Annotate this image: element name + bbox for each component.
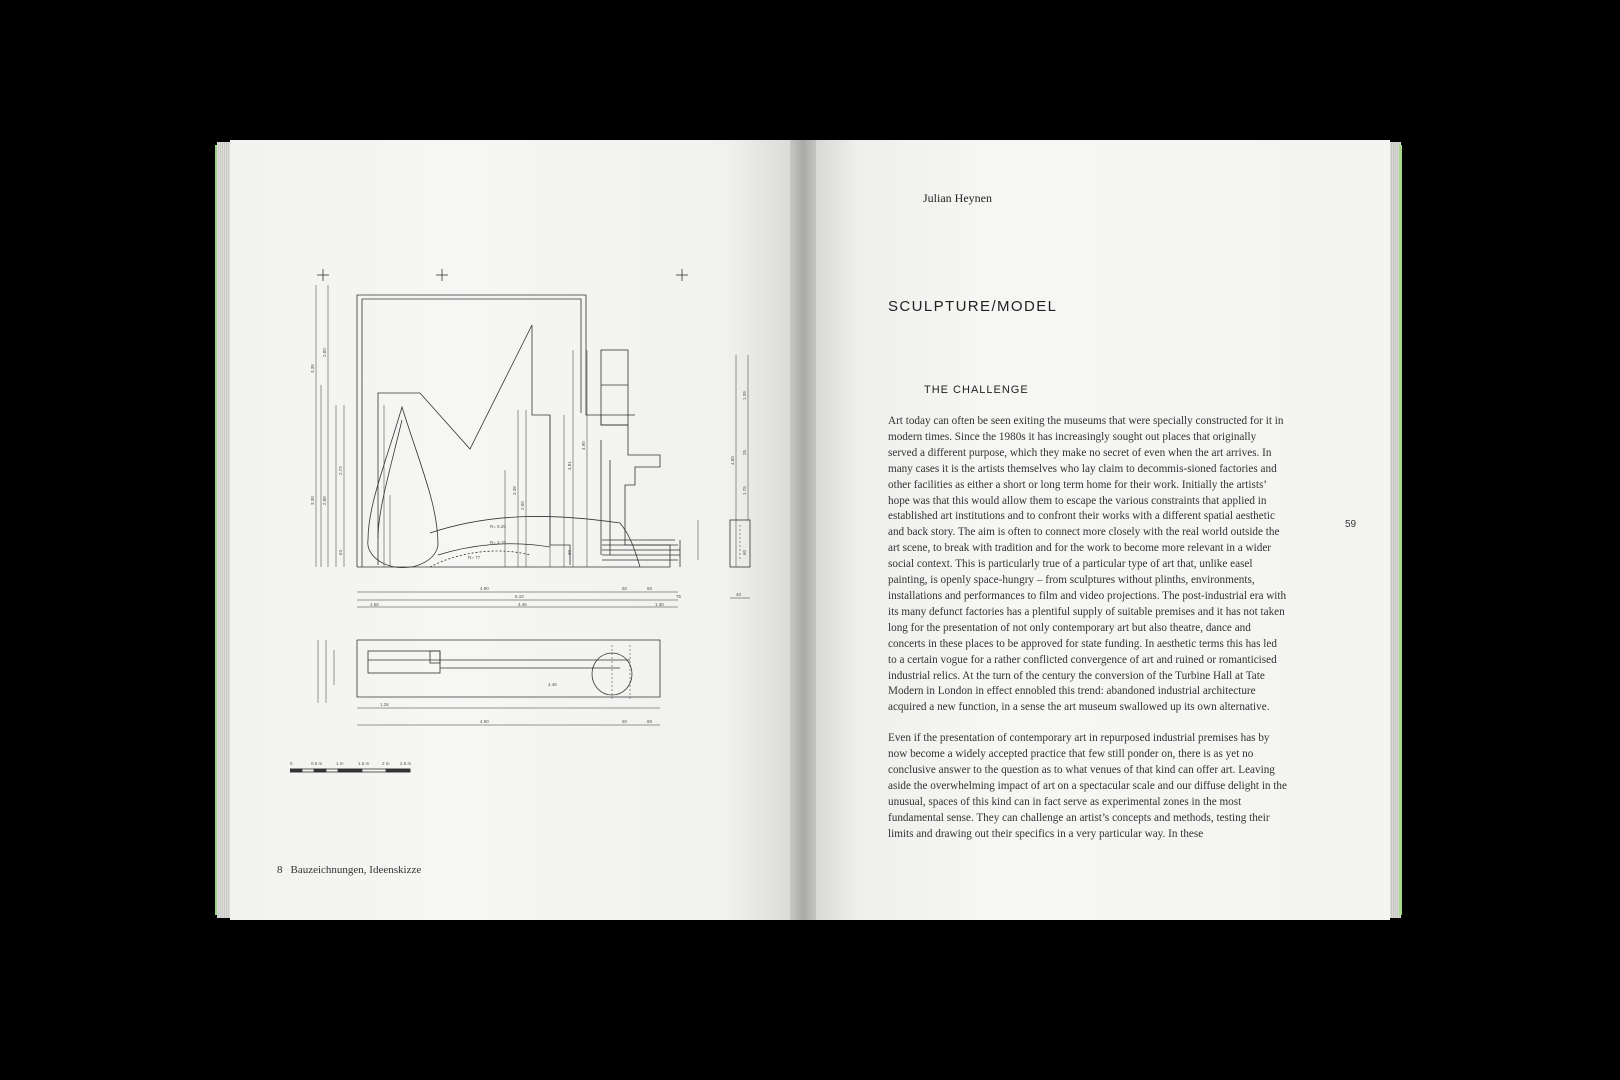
dim-label: 2.80 [322, 348, 327, 357]
tower [601, 350, 628, 425]
dim-label: 4.60 [730, 456, 735, 465]
paragraph: Art today can often be seen exiting the museums that were specially constructed for it in modern times. Since the 1980s it has increasingly sought out places that originally served a different purpose, which they make no secret of even when the art arrives. In many cases it is the artists themselves who lay claim to decommis-sioned factories and other facilities as either a short or long term home for their work. Initially the artists’ hope was that this would allow them to escape the various constraints that applied in established art institutions and to confront their works with a different spatial aesthetic and back story. The aim is often to connect more closely with the real world outside the art scene, to break with tradition and for the work to become more relevant in a wider social context. This is particularly true of a particular type of art that, unlike easel painting, is openly space-hungry – from sculptures without plinths, environments, installations and performances to film and video projections. The post-industrial era with its many defunct factories has a plentiful supply of suitable premises and it has not taken long for the presentation of not only contemporary art but also theatre, dance and concerts in these places to be approved for state funding. In aesthetic terms this has led to a certain vogue for a rather conflicted convergence of art and ruined or romanticised industrial relics. At the turn of the century the conversion of the Turbine Hall at Tate Modern in London in effect ennobled this trend: abandoned industrial architecture acquired a new function, in a sense the art museum swallowed up its own alternative. [888, 415, 1287, 714]
dim-label: 4.90 [581, 441, 586, 450]
dim-label: 4.90 [480, 719, 489, 724]
stair-block [602, 540, 680, 567]
dim-label: 2.88 [322, 496, 327, 505]
left-page-number: 8 [277, 864, 283, 876]
dim-label: 25 [742, 449, 747, 455]
scale-label: 0 [290, 761, 293, 766]
paragraph: Even if the presentation of contemporary art in repurposed industrial premises has by now become a widely accepted practice that few still ponder on, there is as yet no conclusive answer to the question as to what venues of that kind can offer art. Leaving aside the overwhelming impact of art on a spectacular scale and our diffuse delight in the unusual, spaces of this kind can in fact serve as experimental zones in the most fundamental sense. They can challenge an artist’s concepts and methods, testing their limits and drawing out their specifics in a very particular way. In these [888, 732, 1287, 840]
dim-label: 3.38 [310, 496, 315, 505]
dim-label: 4.80 [480, 586, 489, 591]
curved-band [430, 516, 640, 567]
article-title: SCULPTURE/MODEL [888, 298, 1058, 315]
dim-label: 1.39 [742, 391, 747, 400]
registration-mark [317, 269, 329, 281]
radius-label: R= 77 [468, 555, 481, 560]
dim-label: 2.88 [520, 501, 525, 510]
scale-label: 1 m [336, 761, 344, 766]
side-elevation [730, 520, 750, 567]
registration-mark [436, 269, 448, 281]
dim-label: 60 [647, 719, 653, 724]
dim-label: 60 [742, 549, 747, 555]
right-page-edge-accent [1399, 145, 1402, 915]
right-page-number: 59 [1345, 519, 1357, 530]
scale-label: 2 m [382, 761, 390, 766]
body-text [888, 414, 1288, 858]
scale-label: 2.5 m [400, 761, 412, 766]
book-gutter [790, 140, 816, 920]
dim-label: 6.10 [515, 594, 524, 599]
radius-label: R= 4.15 [490, 540, 506, 545]
dim-label: 40 [736, 592, 742, 597]
dim-label: 3.38 [310, 364, 315, 373]
dim-label: 1.30 [655, 602, 664, 607]
radius-label: R= 6.20 [490, 524, 506, 529]
registration-mark [676, 269, 688, 281]
dim-label: 60 [622, 586, 628, 591]
dim-label: 60 [567, 549, 572, 555]
dim-label: 1.75 [742, 486, 747, 495]
dim-label: 60 [647, 586, 653, 591]
author-name: Julian Heynen [923, 191, 992, 205]
m-shape [378, 325, 570, 565]
dim-label: 4.81 [567, 461, 572, 470]
dim-label: 75 [676, 594, 682, 599]
figure-caption: Bauzeichnungen, Ideenskizze [290, 864, 422, 876]
scale-label: 1.5 m [358, 761, 370, 766]
elevation-inner-outline [362, 299, 581, 567]
dim-label: 4.46 [548, 682, 557, 687]
dim-label: 60 [622, 719, 628, 724]
dim-label: 1.26 [380, 702, 389, 707]
dim-label: 63 [338, 549, 343, 555]
dim-label: 3.38 [512, 486, 517, 495]
left-page-footer [277, 864, 421, 876]
section-heading: THE CHALLENGE [924, 384, 1029, 396]
plan-view [357, 640, 660, 700]
elevation-outline [357, 295, 670, 567]
architectural-drawing [290, 255, 780, 815]
dim-label: 1.56 [370, 602, 379, 607]
scale-bar [290, 769, 410, 772]
left-page-stack [217, 142, 231, 918]
scale-label: 0.5 m [311, 761, 323, 766]
dim-label: 2.72 [338, 466, 343, 475]
dim-label: 4.46 [518, 602, 527, 607]
